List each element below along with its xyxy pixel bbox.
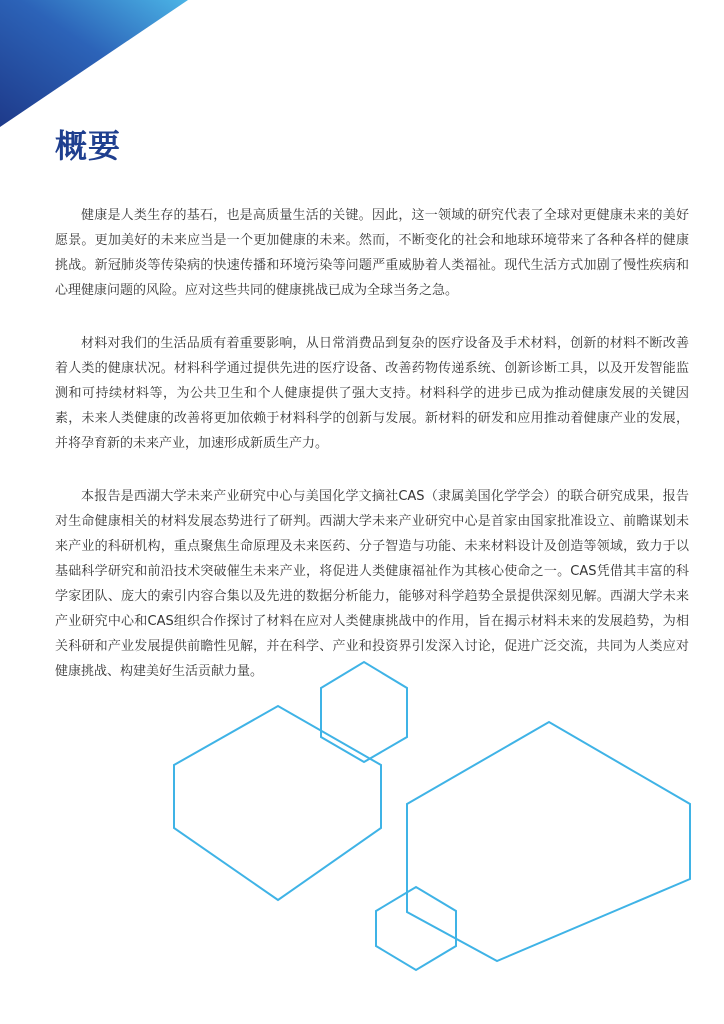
paragraph-1: 健康是人类生存的基石，也是高质量生活的关键。因此，这一领域的研究代表了全球对更健康未来的美好愿景。更加美好的未来应当是一个更加健康的未来。然而，不断变化的社会和地球环境带来了各种各样的健康挑战。新冠肺炎等传染病的快速传播和环境污染等问题严重威胁着人类福祉。现代生活方式加剧了慢性疾病和心理健康问题的风险。应对这些共同的健康挑战已成为全球当务之急。: [55, 208, 689, 298]
hexagon-large-right: [407, 722, 690, 961]
paragraph-2: 材料对我们的生活品质有着重要影响，从日常消费品到复杂的医疗设备及手术材料，创新的材料不断改善着人类的健康状况。材料科学通过提供先进的医疗设备、改善药物传递系统、创新诊断工具，以及开发智能监测和可持续材料等，为公共卫生和个人健康提供了强大支持。材料科学的进步已成为推动健康发展的关键因素，未来人类健康的改善将更加依赖于材料科学的创新与发展。新材料的研发和应用推动着健康产业的发展，并将孕育新的未来产业，加速形成新质生产力。: [55, 336, 689, 451]
corner-gradient-decoration: [0, 0, 190, 130]
page-title: 概要: [55, 127, 122, 165]
summary-body: [55, 203, 689, 712]
hexagon-medium-left: [174, 706, 381, 900]
paragraph-3: 本报告是西湖大学未来产业研究中心与美国化学文摘社CAS（隶属美国化学学会）的联合研究成果，报告对生命健康相关的材料发展态势进行了研判。西湖大学未来产业研究中心是首家由国家批准设立、前瞻谋划未来产业的科研机构，重点聚焦生命原理及未来医药、分子智造与功能、未来材料设计及创造等领域，致力于以基础科学研究和前沿技术突破催生未来产业，将促进人类健康福祉作为其核心使命之一。CAS凭借其丰富的科学家团队、庞大的索引内容合集以及先进的数据分析能力，能够对科学趋势全景提供深刻见解。西湖大学未来产业研究中心和CAS组织合作探讨了材料在应对人类健康挑战中的作用，旨在揭示材料未来的发展趋势，为相关科研和产业发展提供前瞻性见解，并在科学、产业和投资界引发深入讨论，促进广泛交流，共同为人类应对健康挑战、构建美好生活贡献力量。: [55, 489, 689, 679]
hexagon-small-bottom: [376, 887, 456, 970]
